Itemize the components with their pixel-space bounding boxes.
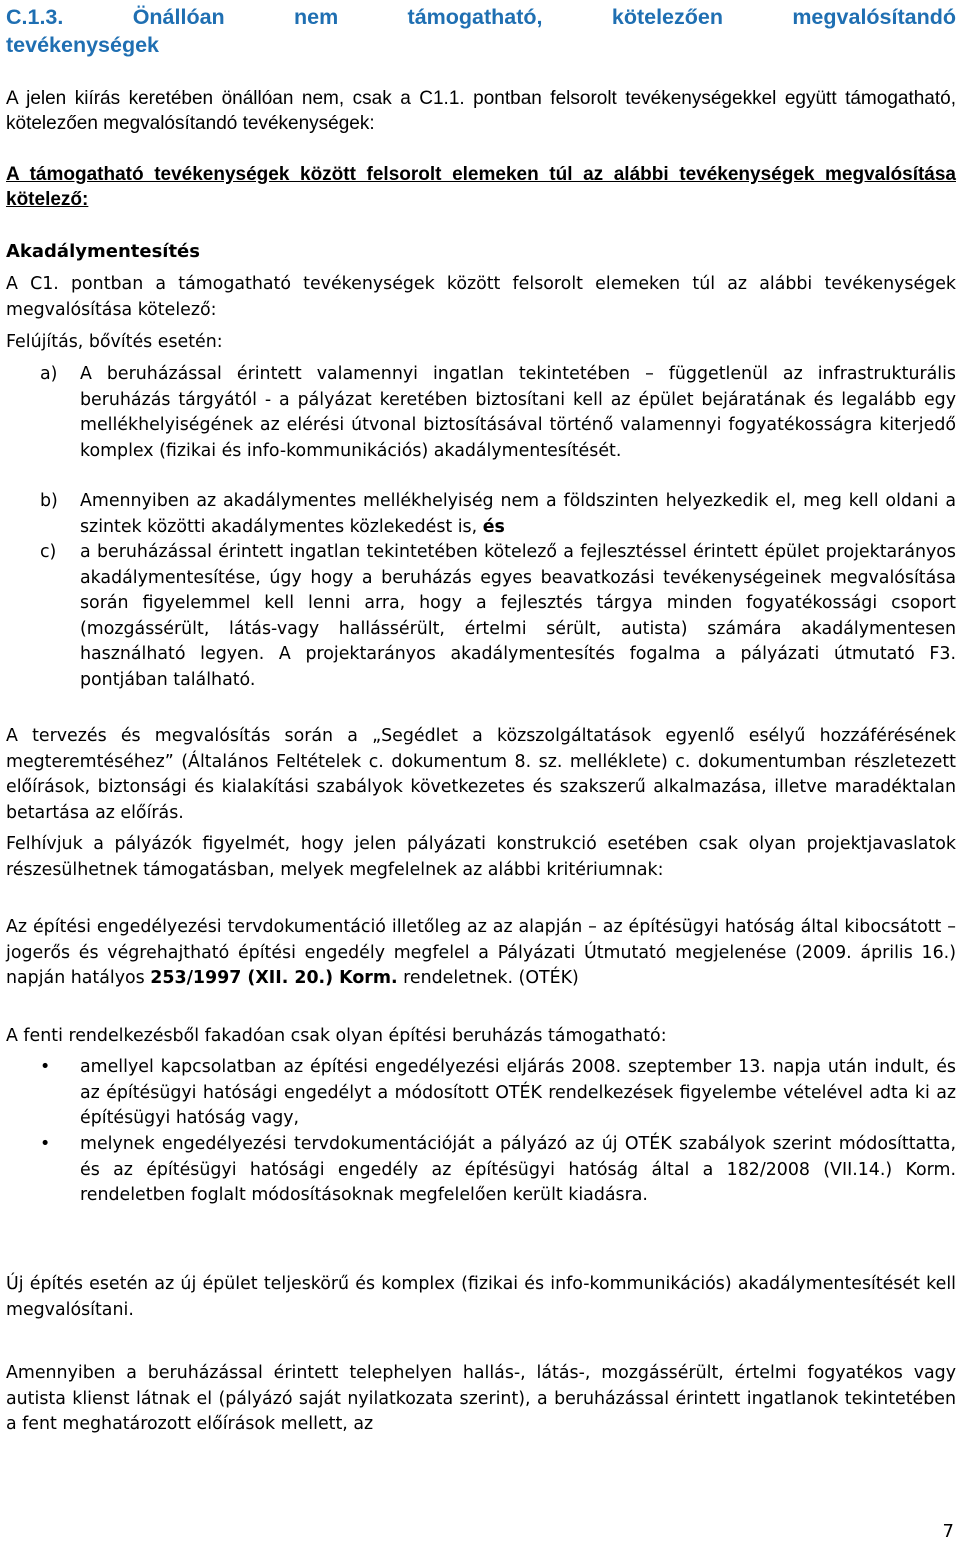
list-text: Amennyiben az akadálymentes mellékhelyiség nem a földszinten helyezkedik el, meg kell oldani a szintek közötti akadálymentes közlekedést is, <box>80 491 956 537</box>
mandatory-activities-heading: A támogatható tevékenységek között felsorolt elemeken túl az alábbi tevékenységek megvalósítása kötelező: <box>6 164 956 210</box>
attention-paragraph: Felhívjuk a pályázók figyelmét, hogy jelen pályázati konstrukció esetében csak olyan projektjavaslatok részesülhetnek támogatásban, melyek megfelelnek az alábbi kritériumnak: <box>6 834 956 880</box>
planning-paragraph: A tervezés és megvalósítás során a „Segédlet a közszolgáltatások egyenlő esélyű hozzáférésének megteremtéséhez” (Általános Feltételek c. dokumentum 8. sz. melléklete) c. dokumentumban részletezett előírások, biztonsági és kialakítási szabályok következetes és szakszerű alkalmazása, illetve maradéktalan betartása az előírás. <box>6 726 956 823</box>
bullet-text: amellyel kapcsolatban az építési engedélyezési eljárás 2008. szeptember 13. napja után indult, és az építésügyi hatósági engedélyt a módosított OTÉK rendelkezések figyelembe vételével adta ki az építésügyi hatóság vagy, <box>80 1057 956 1128</box>
new-building-paragraph: Új építés esetén az új épület teljeskörű és komplex (fizikai és info-kommunikációs) akadálymentesítését kell megvalósítani. <box>6 1274 956 1320</box>
intro-paragraph: A jelen kiírás keretében önállóan nem, csak a C1.1. pontban felsorolt tevékenységekkel együtt támogatható, kötelezően megvalósítandó tevékenységek: <box>6 88 956 134</box>
accessibility-subheading: Akadálymentesítés <box>6 241 200 262</box>
renovation-label: Felújítás, bővítés esetén: <box>6 332 223 352</box>
permit-paragraph <box>6 915 956 992</box>
bullet-icon: • <box>40 1057 51 1077</box>
page-number: 7 <box>942 1521 954 1542</box>
accessibility-intro: A C1. pontban a támogatható tevékenységek között felsorolt elemeken túl az alábbi tevékenységek megvalósítása kötelező: <box>6 274 956 320</box>
list-item-c <box>40 540 956 693</box>
consequence-paragraph: A fenti rendelkezésből fakadóan csak olyan építési beruházás támogatható: <box>6 1026 667 1046</box>
list-item-b <box>40 489 956 540</box>
bullet-item-2 <box>40 1132 956 1209</box>
bullet-text: melynek engedélyezési tervdokumentációját a pályázó az új OTÉK szabályok szerint módosíttatta, és az építésügyi hatósági engedély az építésügyi hatóság által a 182/2008 (VII.14.) Korm. rendeletben foglalt módosításoknak megfelelően került kiadásra. <box>80 1134 956 1205</box>
list-marker: b) <box>40 491 58 511</box>
section-heading-line-2: tevékenységek <box>6 33 159 57</box>
list-text-bold-tail: és <box>482 516 505 537</box>
section-heading-line-1: C.1.3. Önállóan nem támogatható, kötelezően megvalósítandó <box>6 5 956 29</box>
permit-text: Az építési engedélyezési tervdokumentáció illetőleg az az alapján – az építésügyi hatóság által kibocsátott – jogerős és végrehajtható építési engedély megfelel a Pályázati Útmutató megjelenése (2009. április 16.) napján hatályos <box>6 917 956 988</box>
list-marker: a) <box>40 364 58 384</box>
bullet-icon: • <box>40 1134 51 1154</box>
permit-text-end: rendeletnek. (OTÉK) <box>403 968 579 988</box>
list-text: a beruházással érintett ingatlan tekintetében kötelező a fejlesztéssel érintett épület projektarányos akadálymentesítése, úgy hogy a beruházás egyes beavatkozási tevékenységeinek megvalósítása során figyelemmel kell lenni arra, hogy a fejlesztés tárgya minden fogyatékossági csoport (mozgássérült, látás-vagy hallássérült, értelmi sérült, autista) számára akadálymentesen használható legyen. A projektarányos akadálymentesítés fogalma a pályázati útmutató F3. pontjában található. <box>80 542 956 690</box>
clients-paragraph: Amennyiben a beruházással érintett telephelyen hallás-, látás-, mozgássérült, értelmi fogyatékos vagy autista klienst látnak el (pályázó saját nyilatkozata szerint), a beruházással érintett ingatlanok tekintetében a fent meghatározott előírások mellett, az <box>6 1363 956 1434</box>
list-text-container <box>80 489 956 540</box>
list-text: A beruházással érintett valamennyi ingatlan tekintetében – függetlenül az infrastrukturális beruházás tárgyától - a pályázat keretében biztosítani kell az épület bejáratának és legalább egy mellékhelyiségének az elérési útvonal biztosításával történő valamennyi fogyatékosságra kiterjedő komplex (fizikai és info-kommunikációs) akadálymentesítését. <box>80 364 956 461</box>
list-marker: c) <box>40 542 57 562</box>
list-item-a <box>40 362 956 464</box>
section-heading <box>6 3 956 59</box>
bullet-item-1 <box>40 1055 956 1132</box>
regulation-reference: 253/1997 (XII. 20.) Korm. <box>150 968 398 988</box>
